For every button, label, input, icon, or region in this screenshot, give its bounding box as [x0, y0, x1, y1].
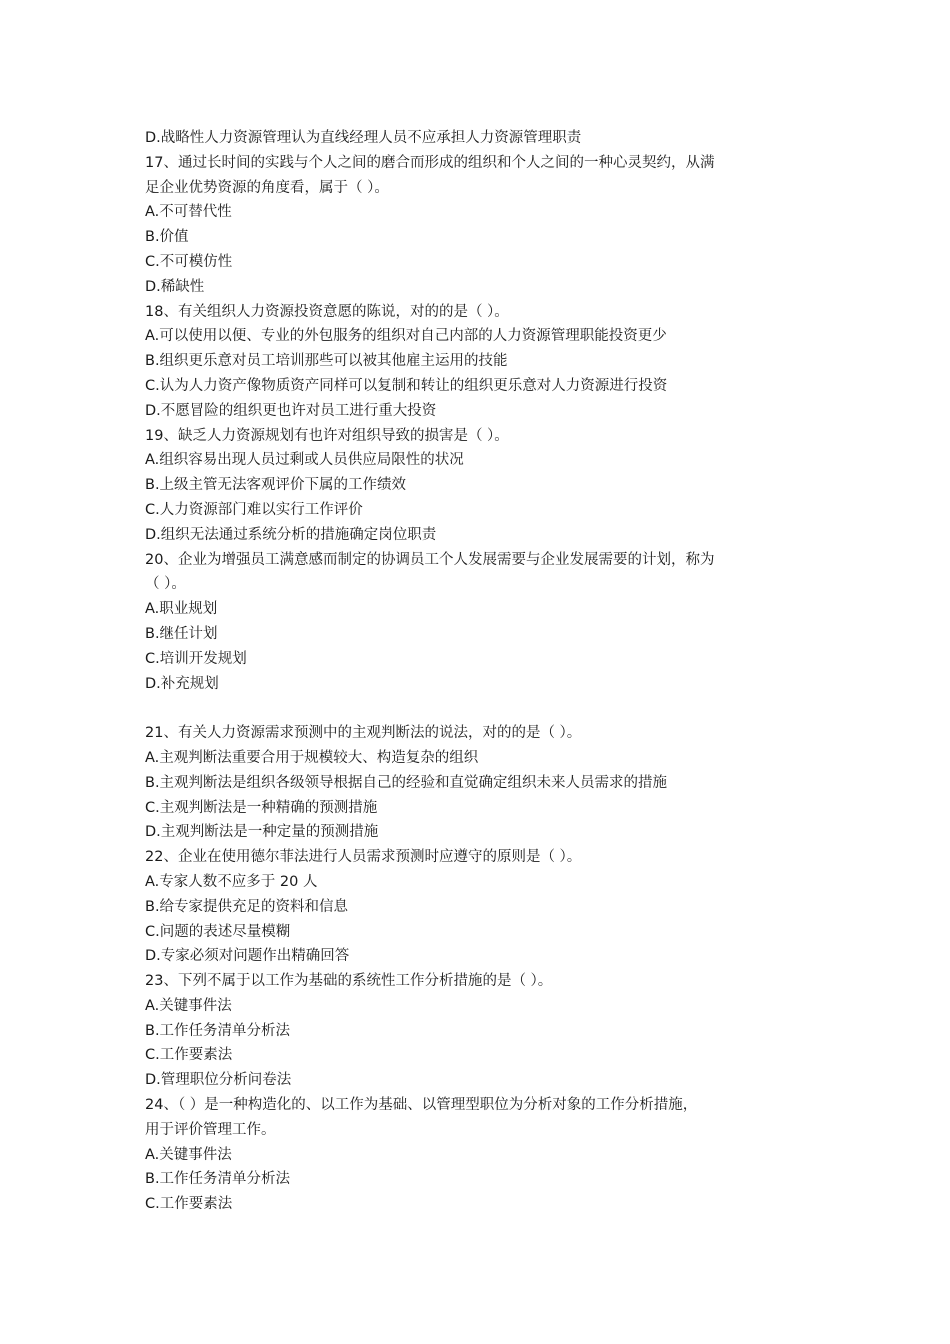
questions-21-24 — [145, 721, 815, 1217]
text-line: C.人力资源部门难以实行工作评价 — [145, 501, 363, 518]
text-line: 19、缺乏人力资源规划有也许对组织导致的损害是（ ）。 — [145, 427, 509, 444]
text-line: A.专家人数不应多于 20 人 — [145, 873, 318, 890]
text-line: A.关键事件法 — [145, 1146, 232, 1163]
text-line: （ ）。 — [145, 576, 186, 593]
text-line: B.继任计划 — [145, 625, 218, 642]
text-line: C.不可模仿性 — [145, 253, 233, 270]
text-line: D.组织无法通过系统分析的措施确定岗位职责 — [145, 526, 437, 543]
text-line: B.工作任务清单分析法 — [145, 1022, 291, 1039]
text-line: D.稀缺性 — [145, 278, 205, 295]
document-page — [145, 126, 815, 1217]
text-line: D.补充规划 — [145, 675, 219, 692]
text-line: C.工作要素法 — [145, 1196, 233, 1213]
text-line: A.组织容易出现人员过剩或人员供应局限性的状况 — [145, 452, 464, 469]
text-line: B.主观判断法是组织各级领导根据自己的经验和直觉确定组织未来人员需求的措施 — [145, 774, 668, 791]
text-line: B.组织更乐意对员工培训那些可以被其他雇主运用的技能 — [145, 353, 508, 370]
text-line: A.主观判断法重要合用于规模较大、构造复杂的组织 — [145, 749, 479, 766]
text-line: D.管理职位分析问卷法 — [145, 1072, 292, 1089]
text-line: C.培训开发规划 — [145, 650, 247, 667]
text-line: D.主观判断法是一种定量的预测措施 — [145, 824, 379, 841]
text-line: A.可以使用以便、专业的外包服务的组织对自己内部的人力资源管理职能投资更少 — [145, 328, 667, 345]
text-line: B.给专家提供充足的资料和信息 — [145, 898, 349, 915]
text-line: B.工作任务清单分析法 — [145, 1171, 291, 1188]
text-line: 22、企业在使用德尔菲法进行人员需求预测时应遵守的原则是（ ）。 — [145, 849, 582, 866]
text-line: 21、有关人力资源需求预测中的主观判断法的说法，对的的是（ ）。 — [145, 725, 582, 742]
text-line: B.价值 — [145, 229, 189, 246]
text-line: A.职业规划 — [145, 601, 218, 618]
text-line: C.认为人力资产像物质资产同样可以复制和转让的组织更乐意对人力资源进行投资 — [145, 377, 668, 394]
text-line: C.主观判断法是一种精确的预测措施 — [145, 799, 378, 816]
text-line: 24、（ ）是一种构造化的、以工作为基础、以管理型职位为分析对象的工作分析措施， — [145, 1097, 698, 1114]
questions-17-20 — [145, 126, 815, 696]
text-line: 18、有关组织人力资源投资意愿的陈说，对的的是（ ）。 — [145, 303, 509, 320]
text-line: A.不可替代性 — [145, 204, 232, 221]
text-line: C.问题的表述尽量模糊 — [145, 923, 291, 940]
text-line: C.工作要素法 — [145, 1047, 233, 1064]
text-line: B.上级主管无法客观评价下属的工作绩效 — [145, 477, 407, 494]
text-line: 17、通过长时间的实践与个人之间的磨合而形成的组织和个人之间的一种心灵契约，从满 — [145, 154, 715, 171]
text-line: D.专家必须对问题作出精确回答 — [145, 948, 350, 965]
text-line: 足企业优势资源的角度看，属于（ ）。 — [145, 179, 389, 196]
text-line: 20、企业为增强员工满意感而制定的协调员工个人发展需要与企业发展需要的计划，称为 — [145, 551, 715, 568]
text-line: D.不愿冒险的组织更也许对员工进行重大投资 — [145, 402, 437, 419]
text-line: A.关键事件法 — [145, 997, 232, 1014]
text-line: 23、下列不属于以工作为基础的系统性工作分析措施的是（ ）。 — [145, 973, 553, 990]
text-line: 用于评价管理工作。 — [145, 1121, 276, 1138]
text-line: D.战略性人力资源管理认为直线经理人员不应承担人力资源管理职责 — [145, 130, 582, 146]
paragraph-gap — [145, 696, 815, 721]
